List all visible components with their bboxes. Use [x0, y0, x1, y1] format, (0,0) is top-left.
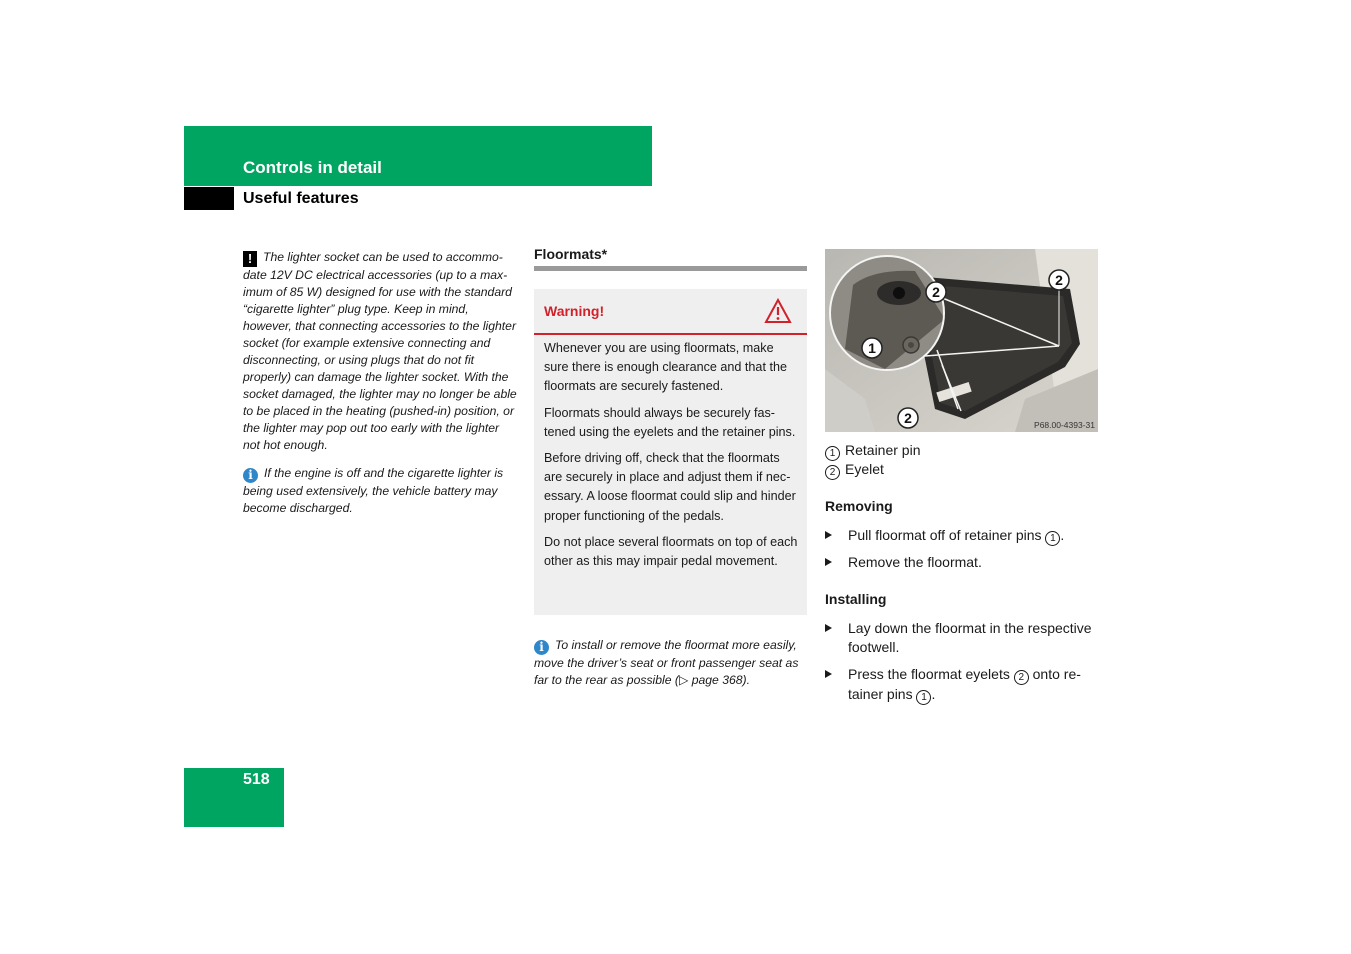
floormat-note-text: To install or remove the floormat more easily, move the driver’s seat or front passenger seat as far to the rear as possible (▷ page 368). [534, 638, 799, 687]
legend-item [825, 441, 921, 461]
heading-rule [534, 266, 807, 271]
warning-triangle-icon [764, 298, 792, 324]
callout-number: 2 [1014, 670, 1029, 685]
callout-2-top [926, 282, 946, 302]
callout-number: 1 [916, 690, 931, 705]
step-text: Lay down the floormat in the respective footwell. [848, 620, 1092, 655]
step-text: onto retainer pins [848, 666, 1081, 702]
info-icon: i [243, 468, 258, 483]
section-title: Controls in detail [243, 158, 382, 177]
warning-paragraph: Floormats should always be securely fastened using the eyelets and the retainer pins. [544, 405, 796, 439]
triangle-bullet-icon [825, 558, 832, 566]
floormat-info-note [534, 637, 809, 689]
warning-body [544, 339, 800, 578]
callout-number: 2 [904, 410, 912, 426]
triangle-bullet-icon [825, 531, 832, 539]
page-number: 518 [243, 771, 270, 788]
callout-number: 1 [825, 446, 840, 461]
legend-label: Retainer pin [845, 442, 921, 458]
battery-info-note [243, 465, 519, 517]
step-text: Pull floormat off of retainer pins [848, 527, 1046, 543]
warning-title: Warning! [544, 303, 605, 319]
triangle-bullet-icon [825, 624, 832, 632]
warning-paragraph: Whenever you are using floormats, make sure there is enough clearance and that the floormats are securely fastened. [544, 341, 787, 394]
installing-step [825, 665, 1099, 705]
callout-number: 1 [1045, 531, 1060, 546]
triangle-bullet-icon [825, 670, 832, 678]
callout-number: 2 [1055, 272, 1063, 288]
callout-number: 1 [868, 340, 876, 356]
callout-number: 2 [825, 465, 840, 480]
legend-label: Eyelet [845, 461, 884, 477]
step-text: Remove the floormat. [848, 554, 982, 570]
callout-1 [862, 338, 882, 358]
subsection-title: Useful features [243, 190, 359, 207]
removing-heading: Removing [825, 498, 893, 514]
floormat-photo [825, 249, 1098, 432]
legend-item [825, 460, 884, 480]
figure-code: P68.00-4393-31 [1034, 420, 1095, 430]
warning-paragraph: Before driving off, check that the floormats are securely in place and adjust them if necessary. A loose floormat could slip and hinder proper functioning of the pedals. [544, 451, 796, 523]
callout-2-bottom [898, 408, 918, 428]
floormats-heading: Floormats* [534, 246, 608, 262]
info-icon: i [534, 640, 549, 655]
lighter-socket-note [243, 249, 519, 454]
subsection-marker [184, 187, 234, 210]
callout-2-right [1049, 270, 1069, 290]
step-text: Press the floormat eyelets [848, 666, 1014, 682]
exclamation-icon: ! [243, 251, 257, 267]
lighter-note-text: The lighter socket can be used to accommodate 12V DC electrical accessories (up to a maximum of 85 W) designed for use with the standard “cigarette lighter” plug type. Keep in mind, however, that connecting accessories to the lighter socket (for example extensive connecting and disconnecting, or using plugs that do not fit properly) can damage the lighter socket. With the socket damaged, the lighter may no longer be able to be placed in the heating (pushed-in) position, or the lighter may pop out too early with the lighter not hot enough. [243, 250, 517, 452]
installing-heading: Installing [825, 591, 887, 607]
step-text: . [931, 686, 936, 702]
warning-paragraph: Do not place several floormats on top of each other as this may impair pedal movement. [544, 534, 798, 569]
step-text: . [1060, 527, 1065, 543]
removing-step [825, 526, 1099, 546]
installing-step [825, 619, 1099, 657]
battery-note-text: If the engine is off and the cigarette lighter is being used extensively, the vehicle battery may become discharged. [243, 466, 504, 515]
removing-step [825, 553, 1099, 572]
callout-number: 2 [932, 284, 940, 300]
